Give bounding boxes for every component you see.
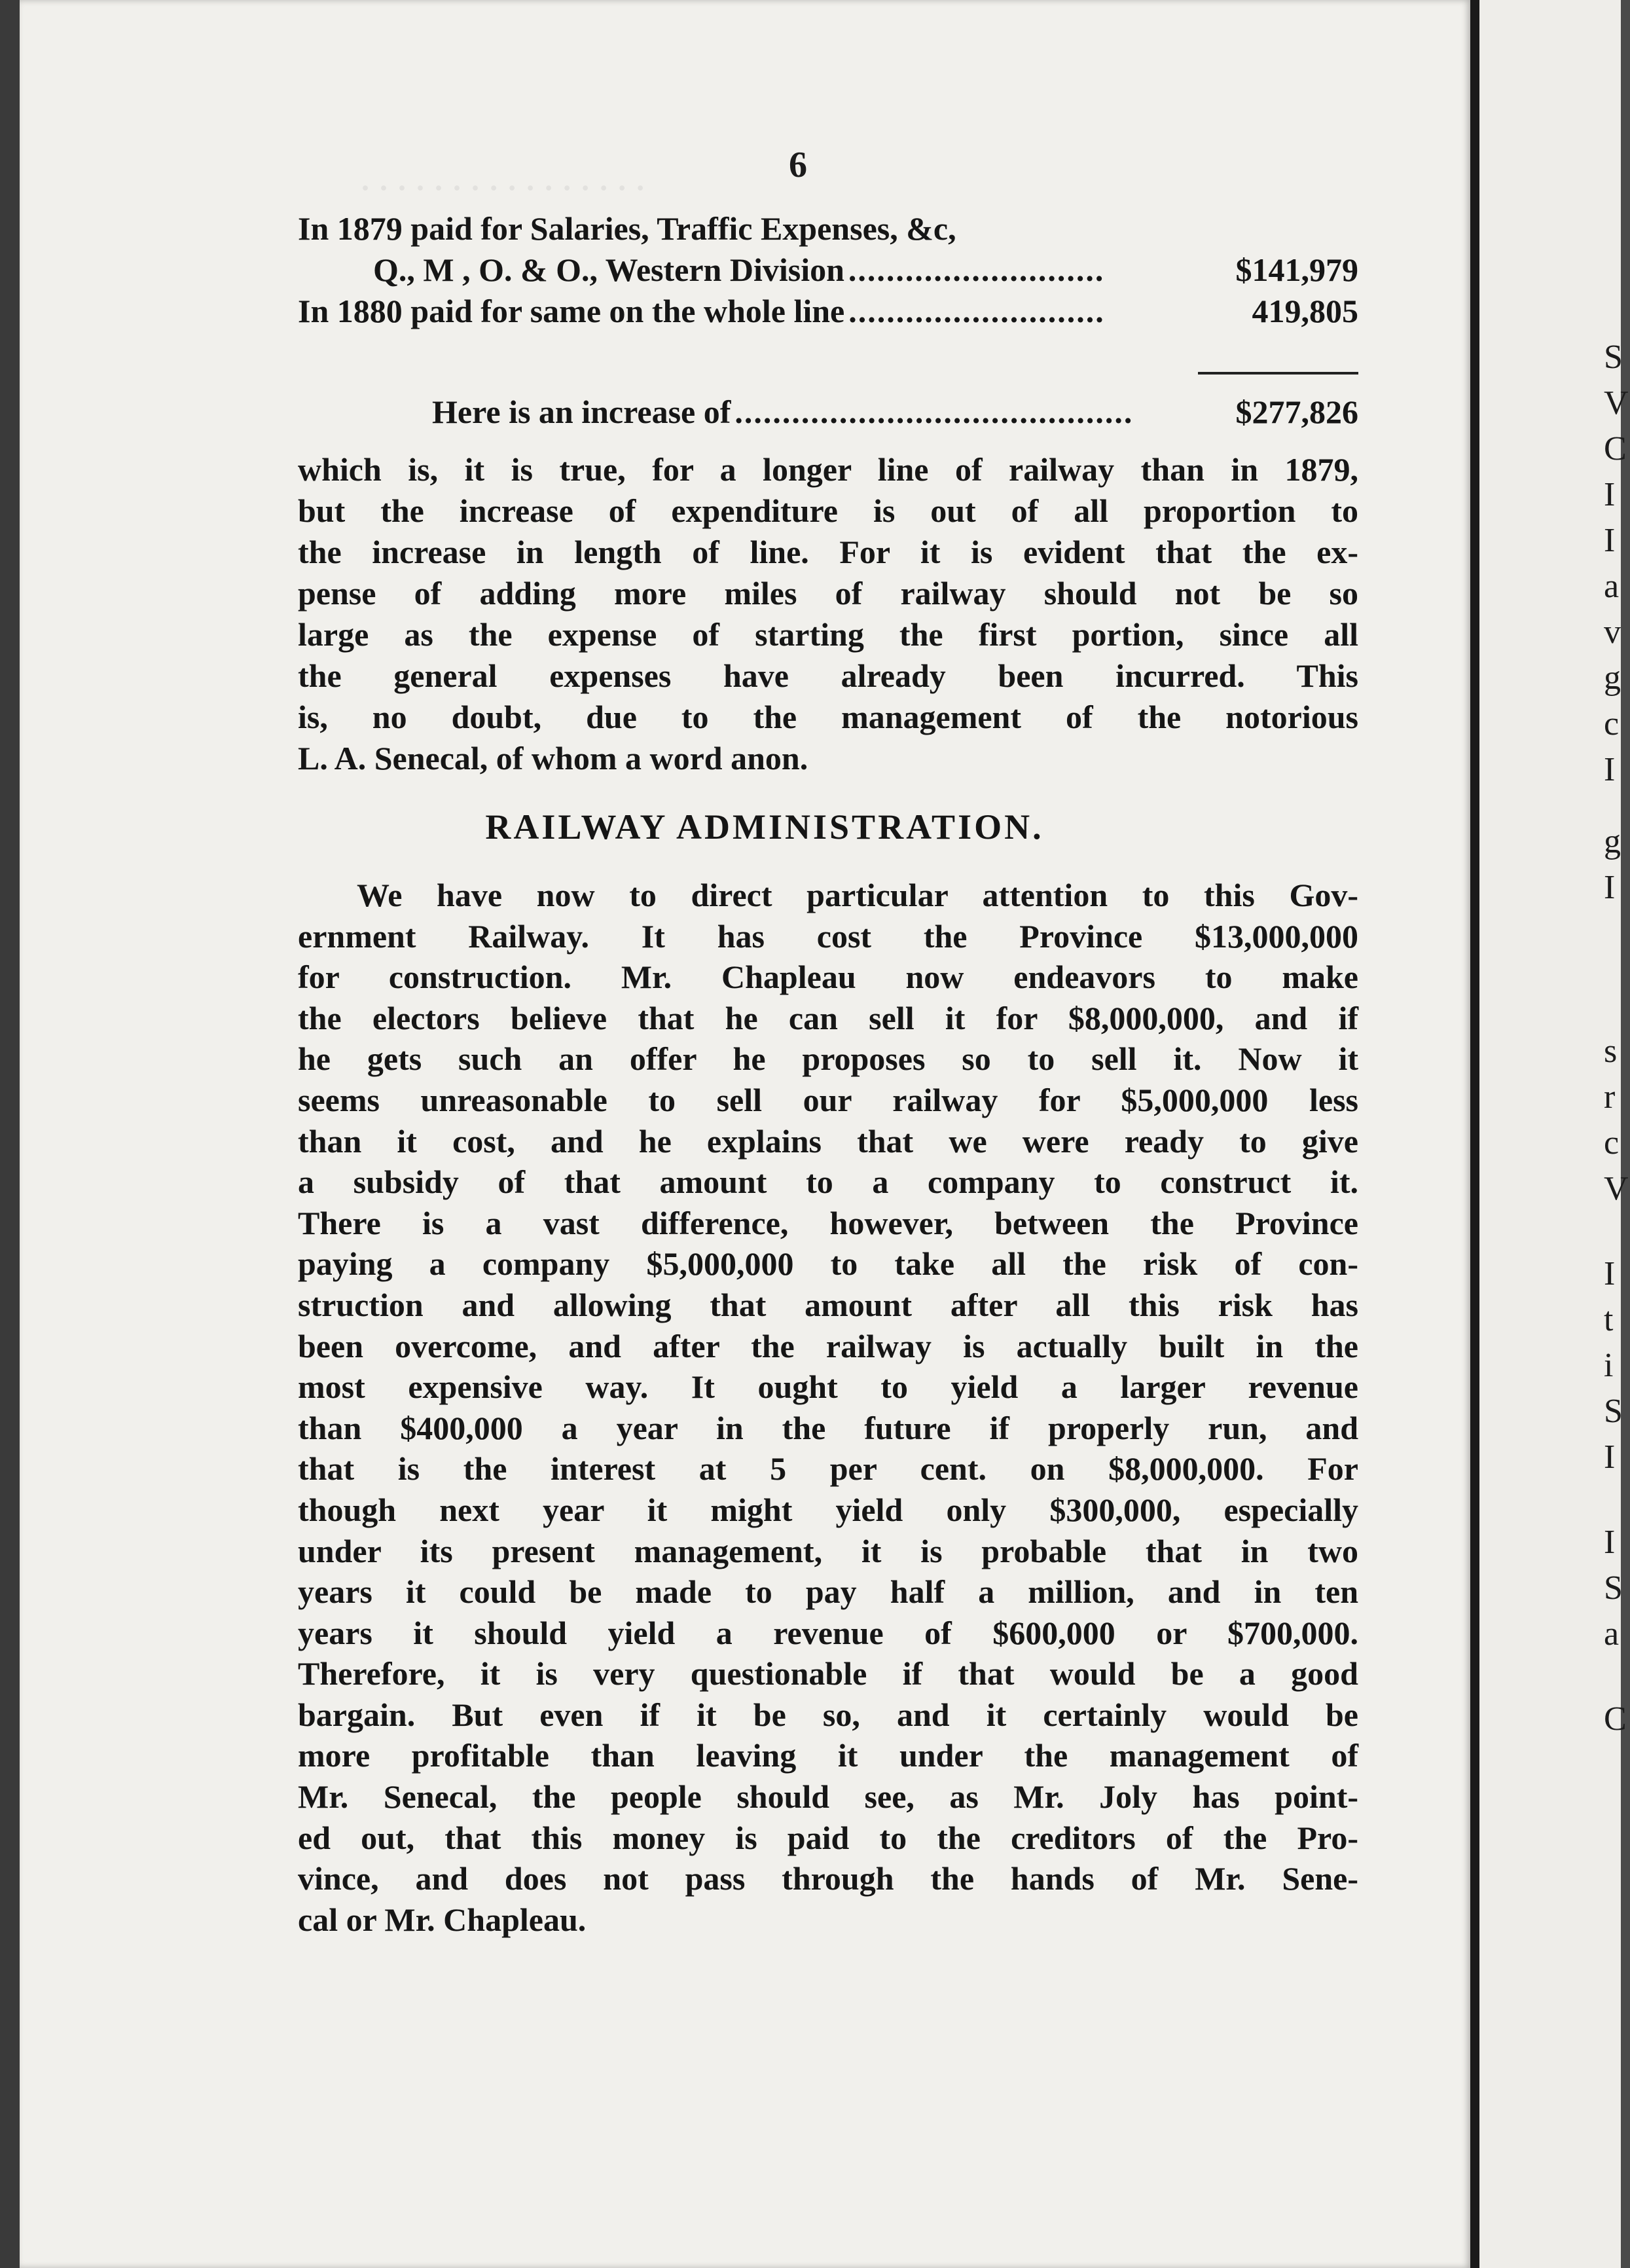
text-line: We have now to direct particular attention to this Gov- [357, 877, 1358, 913]
increase-label: Here is an increase of [432, 393, 731, 430]
text-line: seems unreasonable to sell our railway for $5,000,000 less [298, 1081, 1358, 1118]
text-line: is, no doubt, due to the management of the notorious [298, 699, 1358, 735]
stat-line-1 [298, 208, 1358, 249]
text-line: than $400,000 a year in the future if properly run, and [298, 1409, 1358, 1446]
text-line: vince, and does not pass through the hands of Mr. Sene- [298, 1860, 1358, 1897]
text-line: struction and allowing that amount after all this risk has [298, 1286, 1358, 1323]
adjacent-page-letter: I [1604, 1255, 1616, 1292]
increase-line [298, 392, 1358, 433]
adjacent-page-letter: a [1604, 1615, 1620, 1653]
leader-dots: .......................................... [734, 393, 1134, 430]
adjacent-page-letter: S [1604, 1569, 1623, 1607]
stat-line-3 [298, 291, 1358, 332]
adjacent-page-letter: c [1604, 1124, 1620, 1161]
text-line: been overcome, and after the railway is actually built in the [298, 1327, 1358, 1364]
text-line: more profitable than leaving it under the management of [298, 1737, 1358, 1774]
text-line: large as the expense of starting the first portion, since all [298, 616, 1358, 653]
adjacent-page-letter: C [1604, 1700, 1627, 1738]
adjacent-page-letter: V [1604, 384, 1629, 422]
text-line: but the increase of expenditure is out of all proportion to [298, 492, 1358, 529]
text-line: ernment Railway. It has cost the Province $13,000,000 [298, 917, 1358, 955]
stat-label: Q., M , O. & O., Western Division [373, 251, 844, 288]
adjacent-page-letter: V [1604, 1170, 1629, 1207]
text-line: Therefore, it is very questionable if that would be a good [298, 1655, 1358, 1692]
text-line: paying a company $5,000,000 to take all the risk of con- [298, 1245, 1358, 1283]
increase-amount: $277,826 [1235, 393, 1358, 430]
adjacent-page-letter: g [1604, 823, 1621, 860]
adjacent-page-edge [1479, 0, 1629, 2268]
adjacent-page-letter: i [1604, 1347, 1614, 1384]
adjacent-page-letter: v [1604, 613, 1621, 651]
adjacent-page-letter: I [1604, 869, 1616, 906]
text-line: There is a vast difference, however, between the Province [298, 1204, 1358, 1241]
adjacent-page-letter: I [1604, 1438, 1616, 1476]
adjacent-page-letter: a [1604, 568, 1620, 605]
adjacent-page-letter: g [1604, 659, 1621, 697]
adjacent-page-letter: I [1604, 751, 1616, 788]
document-page [20, 0, 1470, 2268]
paragraph-2 [298, 875, 1358, 1940]
leader-dots: ........................... [848, 293, 1105, 329]
sum-rule [1198, 372, 1358, 375]
text-line: cal or Mr. Chapleau. [298, 1901, 587, 1938]
adjacent-page-letter: S [1604, 338, 1623, 376]
stat-line-2 [298, 249, 1358, 291]
adjacent-page-letter: s [1604, 1033, 1618, 1070]
adjacent-page-letter: I [1604, 1524, 1616, 1561]
text-line: the electors believe that he can sell it for $8,000,000, and if [298, 999, 1358, 1036]
text-line: for construction. Mr. Chapleau now endeavors to make [298, 959, 1358, 996]
text-line: that is the interest at 5 per cent. on $8,000,000. For [298, 1450, 1358, 1488]
adjacent-page-letter: I [1604, 522, 1616, 559]
stat-label: In 1880 paid for same on the whole line [298, 293, 845, 329]
text-line: bargain. But even if it be so, and it certainly would be [298, 1696, 1358, 1733]
text-line: under its present management, it is probable that in two [298, 1532, 1358, 1569]
adjacent-page-letter: I [1604, 476, 1616, 513]
page-number: 6 [789, 145, 807, 185]
adjacent-page-letter: r [1604, 1078, 1616, 1116]
book-gutter [1470, 0, 1479, 2268]
text-line: Mr. Senecal, the people should see, as Mr. Joly has point- [298, 1778, 1358, 1816]
text-line: years it should yield a revenue of $600,000 or $700,000. [298, 1614, 1358, 1651]
text-line: he gets such an offer he proposes so to sell it. Now it [298, 1040, 1358, 1078]
text-line: the increase in length of line. For it is evident that the ex- [298, 534, 1358, 570]
text-line: ed out, that this money is paid to the creditors of the Pro- [298, 1819, 1358, 1856]
adjacent-page-letter: C [1604, 430, 1627, 467]
section-heading: RAILWAY ADMINISTRATION. [485, 807, 1044, 847]
scan-left-edge [0, 0, 20, 2268]
paragraph-1 [298, 449, 1358, 779]
text-line: years it could be made to pay half a million, and in ten [298, 1573, 1358, 1611]
text-line: than it cost, and he explains that we were ready to give [298, 1122, 1358, 1160]
text-line: though next year it might yield only $300,000, especially [298, 1491, 1358, 1528]
stats-block [298, 208, 1358, 332]
show-through-text: · · · · · · · · · · · · · · · · [360, 171, 646, 206]
text-line: the general expenses have already been incurred. This [298, 657, 1358, 694]
text-line: a subsidy of that amount to a company to construct it. [298, 1163, 1358, 1201]
stat-label: In 1879 paid for Salaries, Traffic Expenses, &c, [298, 210, 956, 247]
adjacent-page-letter: S [1604, 1393, 1623, 1430]
text-line: most expensive way. It ought to yield a larger revenue [298, 1368, 1358, 1406]
text-line: pense of adding more miles of railway should not be so [298, 575, 1358, 612]
text-line: which is, it is true, for a longer line of railway than in 1879, [298, 451, 1358, 488]
stat-amount: 419,805 [1252, 293, 1358, 329]
adjacent-page-letter: c [1604, 705, 1620, 742]
stat-amount: $141,979 [1235, 251, 1358, 288]
leader-dots: ........................... [848, 251, 1105, 288]
adjacent-page-letter: t [1604, 1301, 1614, 1338]
text-line: L. A. Senecal, of whom a word anon. [298, 740, 808, 777]
